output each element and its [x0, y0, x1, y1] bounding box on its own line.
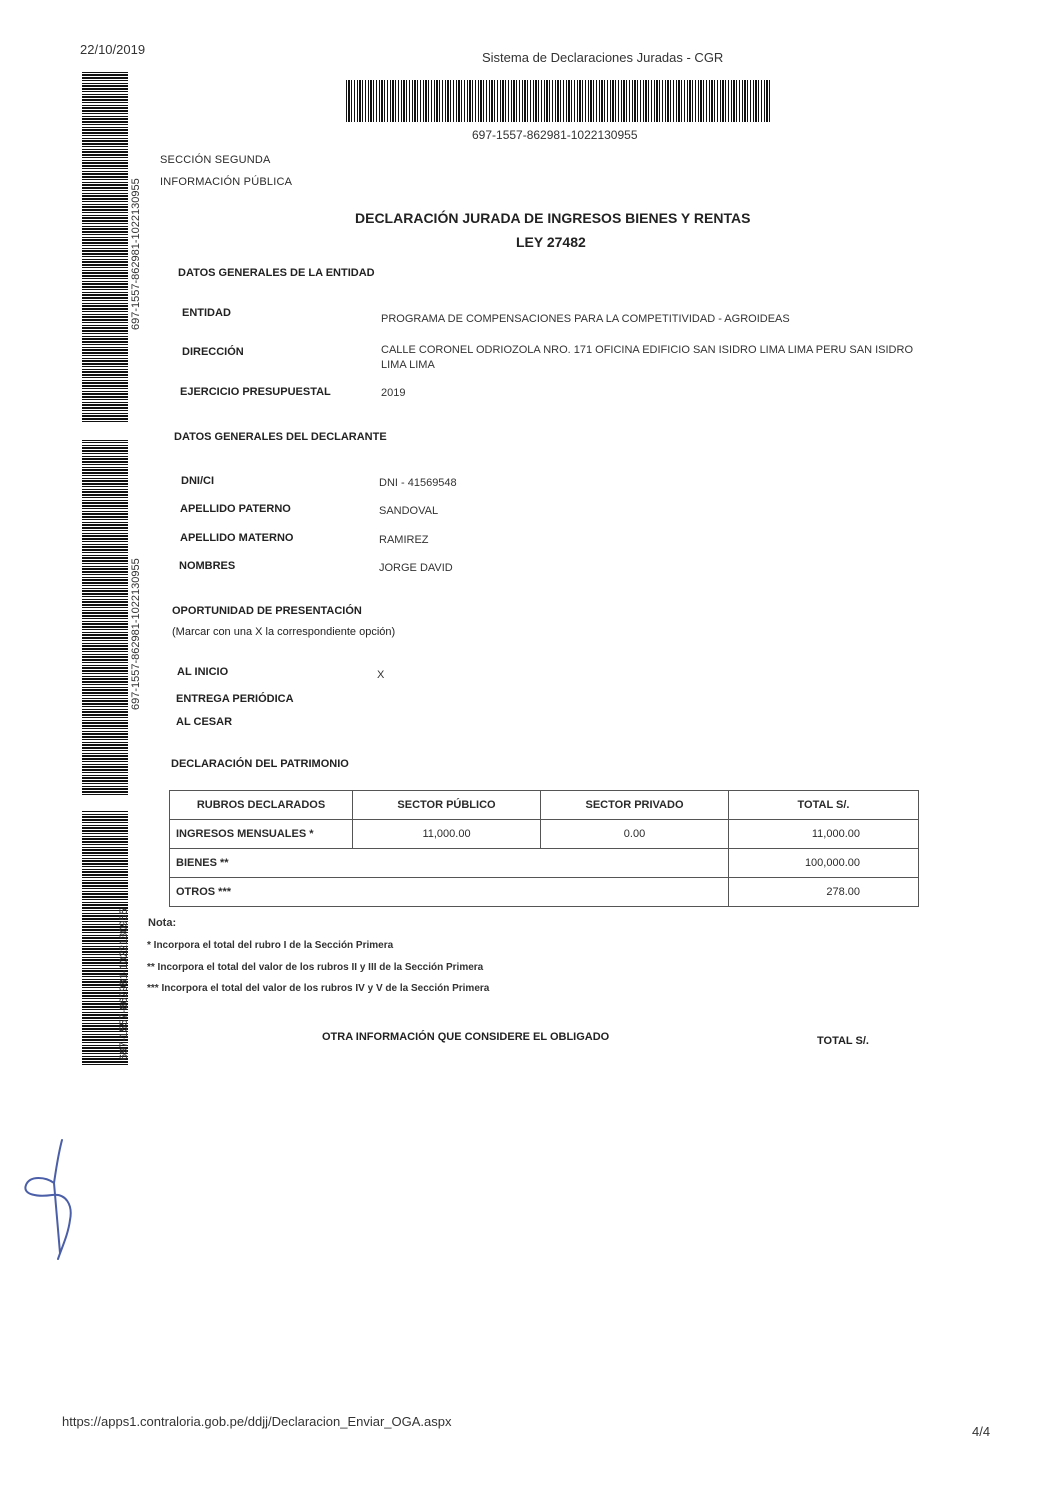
option-al-inicio: AL INICIO — [177, 666, 229, 678]
side-barcode-1 — [82, 72, 128, 422]
oportunidad-heading: OPORTUNIDAD DE PRESENTACIÓN — [172, 605, 362, 617]
table-header-row — [170, 791, 919, 820]
page-number: 4/4 — [972, 1424, 991, 1439]
option-al-inicio-mark: X — [377, 669, 385, 681]
direccion-value: CALLE CORONEL ODRIOZOLA NRO. 171 OFICINA EDIFICIO SAN ISIDRO LIMA LIMA PERU SAN ISIDRO — [381, 344, 913, 356]
table-row — [170, 878, 919, 907]
entidad-heading: DATOS GENERALES DE LA ENTIDAD — [178, 267, 375, 279]
side-code-1: 697-1557-862981-1022130955 — [130, 178, 142, 330]
footer-url: https://apps1.contraloria.gob.pe/ddjj/Declaracion_Enviar_OGA.aspx — [62, 1414, 452, 1429]
apellido-paterno-label: APELLIDO PATERNO — [180, 503, 291, 515]
ingresos-total: 11,000.00 — [729, 820, 919, 849]
col-total: TOTAL S/. — [729, 791, 919, 820]
table-row — [170, 849, 919, 878]
section-line2: INFORMACIÓN PÚBLICA — [160, 176, 293, 188]
system-name: Sistema de Declaraciones Juradas - CGR — [482, 50, 724, 65]
doc-title: DECLARACIÓN JURADA DE INGRESOS BIENES Y RENTAS — [355, 210, 751, 226]
nota-item-1: * Incorpora el total del rubro I de la Sección Primera — [147, 940, 394, 951]
otra-info-label: OTRA INFORMACIÓN QUE CONSIDERE EL OBLIGADO — [322, 1031, 610, 1043]
patrimonio-heading: DECLARACIÓN DEL PATRIMONIO — [171, 758, 349, 770]
dni-value: DNI - 41569548 — [379, 477, 457, 489]
option-entrega-periodica: ENTREGA PERIÓDICA — [176, 693, 294, 705]
direccion-label: DIRECCIÓN — [182, 346, 244, 358]
nota-item-3: *** Incorpora el total del valor de los rubros IV y V de la Sección Primera — [147, 983, 490, 994]
otros-total: 278.00 — [729, 878, 919, 907]
declarante-heading: DATOS GENERALES DEL DECLARANTE — [174, 431, 387, 443]
oportunidad-subheading: (Marcar con una X la correspondiente opción) — [172, 626, 396, 638]
section-line1: SECCIÓN SEGUNDA — [160, 154, 271, 166]
side-barcode-2 — [82, 440, 128, 795]
apellido-materno-label: APELLIDO MATERNO — [180, 532, 294, 544]
entidad-value: PROGRAMA DE COMPENSACIONES PARA LA COMPETITIVIDAD - AGROIDEAS — [381, 313, 790, 325]
apellido-paterno-value: SANDOVAL — [379, 505, 439, 517]
patrimonio-table — [169, 790, 919, 907]
direccion-value-2: LIMA LIMA — [381, 359, 435, 371]
otra-info-total-label: TOTAL S/. — [817, 1035, 869, 1047]
col-publico: SECTOR PÚBLICO — [353, 791, 541, 820]
col-rubros: RUBROS DECLARADOS — [170, 791, 353, 820]
apellido-materno-value: RAMIREZ — [379, 534, 429, 546]
ejercicio-value: 2019 — [381, 387, 406, 399]
ingresos-publico: 11,000.00 — [353, 820, 541, 849]
option-al-cesar: AL CESAR — [176, 716, 233, 728]
nombres-value: JORGE DAVID — [379, 562, 453, 574]
nota-heading: Nota: — [148, 917, 177, 929]
ingresos-privado: 0.00 — [541, 820, 729, 849]
table-row — [170, 820, 919, 849]
nombres-label: NOMBRES — [179, 560, 236, 572]
bienes-label: BIENES ** — [170, 849, 729, 878]
handwritten-signature — [18, 1135, 78, 1265]
print-date: 22/10/2019 — [80, 42, 146, 57]
col-privado: SECTOR PRIVADO — [541, 791, 729, 820]
ingresos-label: INGRESOS MENSUALES * — [170, 820, 353, 849]
ejercicio-label: EJERCICIO PRESUPUESTAL — [180, 386, 331, 398]
doc-law: LEY 27482 — [516, 234, 586, 250]
barcode-number: 697-1557-862981-1022130955 — [472, 128, 638, 142]
entidad-label: ENTIDAD — [182, 307, 231, 319]
dni-label: DNI/CI — [181, 475, 214, 487]
top-barcode — [346, 80, 770, 122]
side-code-2: 697-1557-862981-1022130955 — [130, 558, 142, 710]
bienes-total: 100,000.00 — [729, 849, 919, 878]
nota-item-2: ** Incorpora el total del valor de los rubros II y III de la Sección Primera — [147, 962, 484, 973]
otros-label: OTROS *** — [170, 878, 729, 907]
side-code-3: 697-1557-862981-1022130955 — [118, 908, 130, 1060]
